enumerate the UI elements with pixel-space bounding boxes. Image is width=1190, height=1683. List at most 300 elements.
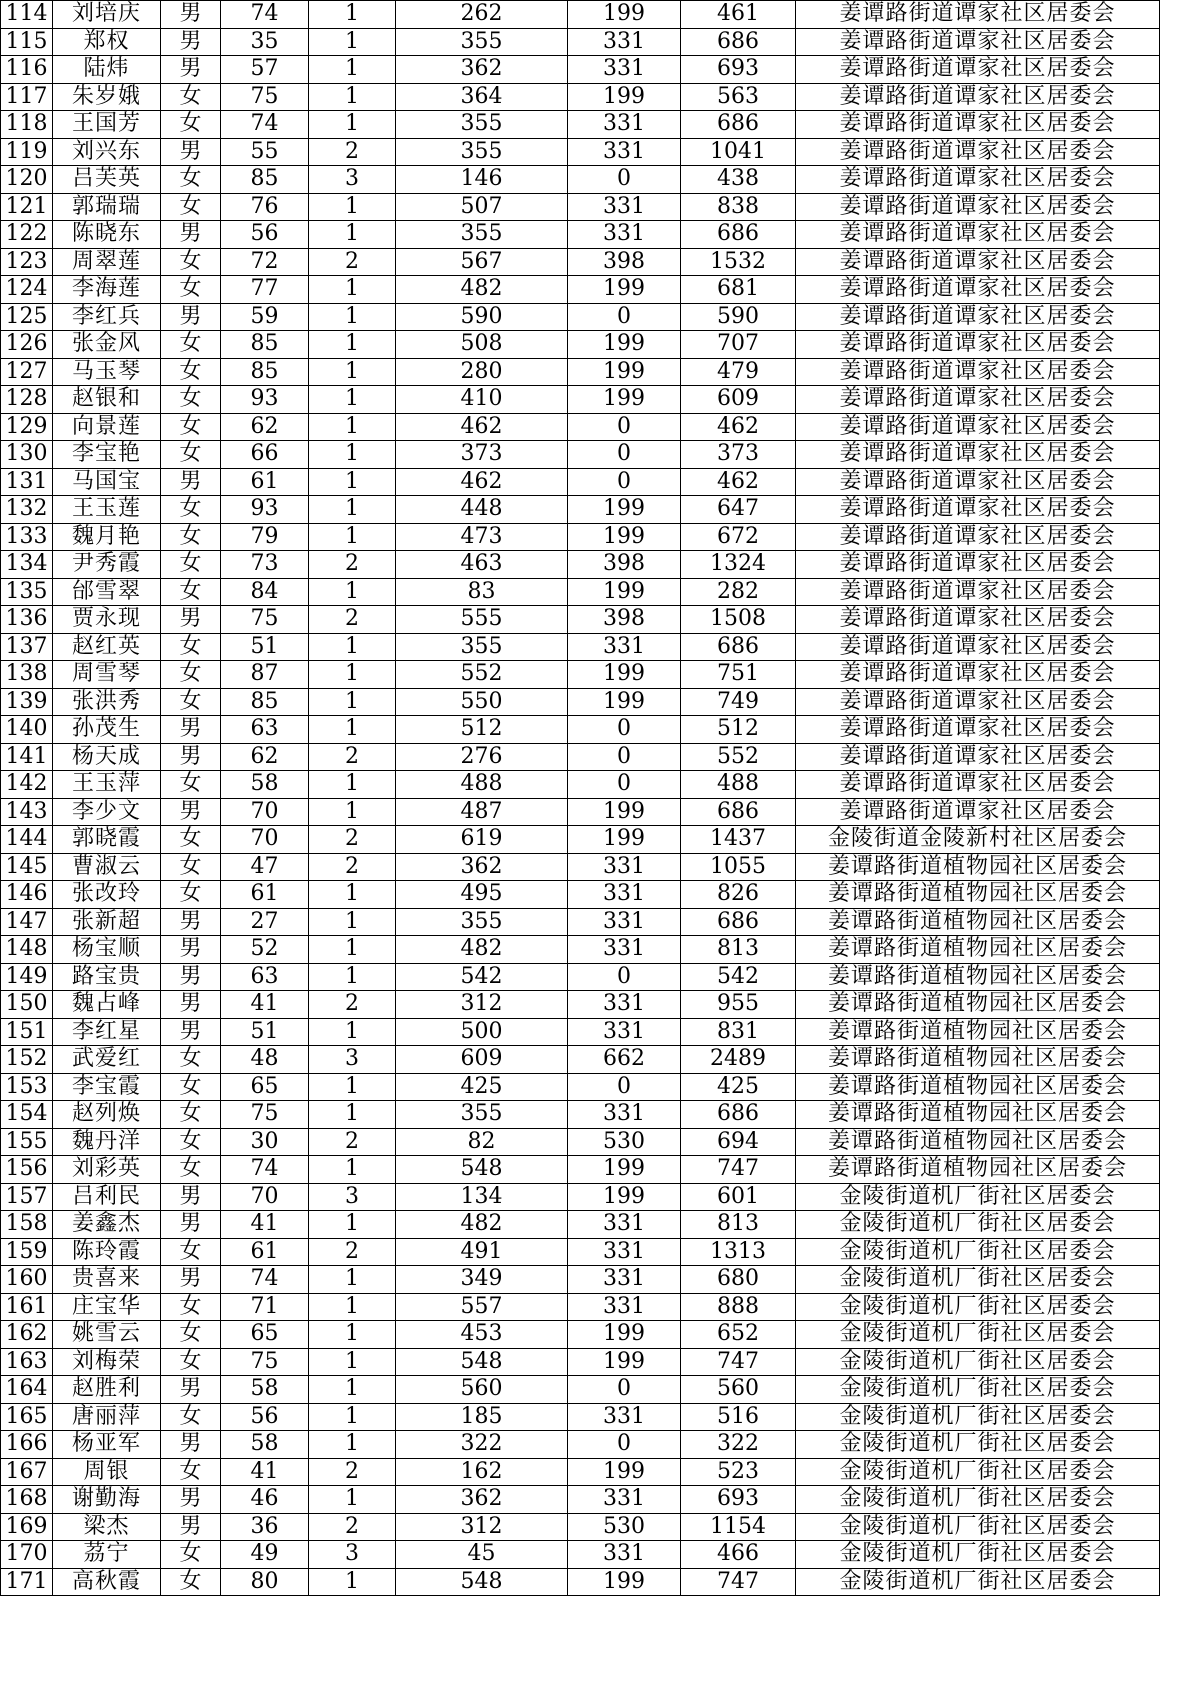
total-amount-cell: 686 bbox=[681, 111, 796, 139]
age-cell: 74 bbox=[221, 111, 309, 139]
amount-a-cell: 312 bbox=[396, 991, 568, 1019]
amount-b-cell: 199 bbox=[568, 1348, 681, 1376]
age-cell: 41 bbox=[221, 1211, 309, 1239]
amount-b-cell: 331 bbox=[568, 28, 681, 56]
amount-b-cell: 199 bbox=[568, 1568, 681, 1596]
community-cell: 姜谭路街道谭家社区居委会 bbox=[796, 138, 1160, 166]
table-row bbox=[1, 166, 1160, 194]
amount-b-cell: 331 bbox=[568, 853, 681, 881]
sex-cell: 女 bbox=[161, 1541, 221, 1569]
household-size-cell: 1 bbox=[309, 1568, 396, 1596]
household-size-cell: 1 bbox=[309, 111, 396, 139]
amount-b-cell: 199 bbox=[568, 1458, 681, 1486]
community-cell: 姜谭路街道谭家社区居委会 bbox=[796, 441, 1160, 469]
community-cell: 姜谭路街道谭家社区居委会 bbox=[796, 303, 1160, 331]
amount-a-cell: 45 bbox=[396, 1541, 568, 1569]
household-size-cell: 1 bbox=[309, 661, 396, 689]
household-size-cell: 1 bbox=[309, 386, 396, 414]
row-number-cell: 157 bbox=[1, 1183, 53, 1211]
age-cell: 51 bbox=[221, 1018, 309, 1046]
community-cell: 姜谭路街道谭家社区居委会 bbox=[796, 578, 1160, 606]
household-size-cell: 1 bbox=[309, 963, 396, 991]
age-cell: 48 bbox=[221, 1046, 309, 1074]
row-number-cell: 134 bbox=[1, 551, 53, 579]
household-size-cell: 2 bbox=[309, 1458, 396, 1486]
amount-b-cell: 331 bbox=[568, 1101, 681, 1129]
table-row bbox=[1, 111, 1160, 139]
household-size-cell: 2 bbox=[309, 551, 396, 579]
total-amount-cell: 652 bbox=[681, 1321, 796, 1349]
household-size-cell: 2 bbox=[309, 991, 396, 1019]
amount-a-cell: 482 bbox=[396, 1211, 568, 1239]
community-cell: 姜谭路街道谭家社区居委会 bbox=[796, 468, 1160, 496]
total-amount-cell: 461 bbox=[681, 1, 796, 29]
age-cell: 85 bbox=[221, 688, 309, 716]
name-cell: 李宝霞 bbox=[53, 1073, 161, 1101]
age-cell: 75 bbox=[221, 1348, 309, 1376]
age-cell: 62 bbox=[221, 413, 309, 441]
household-size-cell: 1 bbox=[309, 1486, 396, 1514]
name-cell: 唐丽萍 bbox=[53, 1403, 161, 1431]
row-number-cell: 159 bbox=[1, 1238, 53, 1266]
table-row bbox=[1, 826, 1160, 854]
table-row bbox=[1, 1128, 1160, 1156]
total-amount-cell: 462 bbox=[681, 413, 796, 441]
name-cell: 杨天成 bbox=[53, 743, 161, 771]
amount-a-cell: 500 bbox=[396, 1018, 568, 1046]
total-amount-cell: 831 bbox=[681, 1018, 796, 1046]
name-cell: 姚雪云 bbox=[53, 1321, 161, 1349]
amount-a-cell: 162 bbox=[396, 1458, 568, 1486]
amount-b-cell: 199 bbox=[568, 798, 681, 826]
row-number-cell: 160 bbox=[1, 1266, 53, 1294]
amount-a-cell: 362 bbox=[396, 1486, 568, 1514]
total-amount-cell: 590 bbox=[681, 303, 796, 331]
name-cell: 李宝艳 bbox=[53, 441, 161, 469]
row-number-cell: 144 bbox=[1, 826, 53, 854]
amount-a-cell: 410 bbox=[396, 386, 568, 414]
row-number-cell: 139 bbox=[1, 688, 53, 716]
name-cell: 周银 bbox=[53, 1458, 161, 1486]
name-cell: 李海莲 bbox=[53, 276, 161, 304]
household-size-cell: 1 bbox=[309, 358, 396, 386]
age-cell: 56 bbox=[221, 1403, 309, 1431]
amount-a-cell: 462 bbox=[396, 413, 568, 441]
community-cell: 金陵街道机厂街社区居委会 bbox=[796, 1266, 1160, 1294]
amount-a-cell: 322 bbox=[396, 1431, 568, 1459]
amount-b-cell: 0 bbox=[568, 468, 681, 496]
household-size-cell: 1 bbox=[309, 688, 396, 716]
household-size-cell: 1 bbox=[309, 1211, 396, 1239]
age-cell: 35 bbox=[221, 28, 309, 56]
table-row bbox=[1, 386, 1160, 414]
age-cell: 56 bbox=[221, 221, 309, 249]
table-row bbox=[1, 743, 1160, 771]
age-cell: 57 bbox=[221, 56, 309, 84]
row-number-cell: 145 bbox=[1, 853, 53, 881]
household-size-cell: 1 bbox=[309, 28, 396, 56]
household-size-cell: 1 bbox=[309, 633, 396, 661]
community-cell: 金陵街道机厂街社区居委会 bbox=[796, 1541, 1160, 1569]
community-cell: 金陵街道机厂街社区居委会 bbox=[796, 1486, 1160, 1514]
amount-b-cell: 199 bbox=[568, 688, 681, 716]
total-amount-cell: 1313 bbox=[681, 1238, 796, 1266]
amount-a-cell: 355 bbox=[396, 138, 568, 166]
household-size-cell: 2 bbox=[309, 826, 396, 854]
sex-cell: 女 bbox=[161, 166, 221, 194]
row-number-cell: 170 bbox=[1, 1541, 53, 1569]
row-number-cell: 140 bbox=[1, 716, 53, 744]
household-size-cell: 2 bbox=[309, 248, 396, 276]
sex-cell: 男 bbox=[161, 138, 221, 166]
amount-b-cell: 530 bbox=[568, 1513, 681, 1541]
sex-cell: 女 bbox=[161, 551, 221, 579]
household-size-cell: 1 bbox=[309, 441, 396, 469]
amount-b-cell: 199 bbox=[568, 496, 681, 524]
community-cell: 姜谭路街道谭家社区居委会 bbox=[796, 193, 1160, 221]
age-cell: 85 bbox=[221, 358, 309, 386]
age-cell: 75 bbox=[221, 1101, 309, 1129]
amount-a-cell: 560 bbox=[396, 1376, 568, 1404]
row-number-cell: 166 bbox=[1, 1431, 53, 1459]
sex-cell: 女 bbox=[161, 1348, 221, 1376]
row-number-cell: 124 bbox=[1, 276, 53, 304]
total-amount-cell: 1437 bbox=[681, 826, 796, 854]
amount-a-cell: 548 bbox=[396, 1156, 568, 1184]
household-size-cell: 1 bbox=[309, 1, 396, 29]
name-cell: 邰雪翠 bbox=[53, 578, 161, 606]
total-amount-cell: 488 bbox=[681, 771, 796, 799]
community-cell: 姜谭路街道谭家社区居委会 bbox=[796, 771, 1160, 799]
community-cell: 姜谭路街道谭家社区居委会 bbox=[796, 83, 1160, 111]
community-cell: 姜谭路街道植物园社区居委会 bbox=[796, 1073, 1160, 1101]
row-number-cell: 167 bbox=[1, 1458, 53, 1486]
row-number-cell: 121 bbox=[1, 193, 53, 221]
household-size-cell: 1 bbox=[309, 496, 396, 524]
amount-a-cell: 82 bbox=[396, 1128, 568, 1156]
amount-b-cell: 199 bbox=[568, 1, 681, 29]
community-cell: 姜谭路街道植物园社区居委会 bbox=[796, 936, 1160, 964]
total-amount-cell: 747 bbox=[681, 1568, 796, 1596]
community-cell: 姜谭路街道谭家社区居委会 bbox=[796, 276, 1160, 304]
age-cell: 61 bbox=[221, 1238, 309, 1266]
household-size-cell: 1 bbox=[309, 56, 396, 84]
row-number-cell: 125 bbox=[1, 303, 53, 331]
household-size-cell: 1 bbox=[309, 1073, 396, 1101]
amount-b-cell: 331 bbox=[568, 881, 681, 909]
row-number-cell: 155 bbox=[1, 1128, 53, 1156]
community-cell: 金陵街道机厂街社区居委会 bbox=[796, 1513, 1160, 1541]
amount-b-cell: 331 bbox=[568, 633, 681, 661]
name-cell: 郭晓霞 bbox=[53, 826, 161, 854]
community-cell: 姜谭路街道谭家社区居委会 bbox=[796, 331, 1160, 359]
household-size-cell: 1 bbox=[309, 468, 396, 496]
community-cell: 姜谭路街道谭家社区居委会 bbox=[796, 688, 1160, 716]
total-amount-cell: 680 bbox=[681, 1266, 796, 1294]
total-amount-cell: 516 bbox=[681, 1403, 796, 1431]
total-amount-cell: 826 bbox=[681, 881, 796, 909]
amount-a-cell: 508 bbox=[396, 331, 568, 359]
amount-b-cell: 331 bbox=[568, 56, 681, 84]
amount-b-cell: 199 bbox=[568, 358, 681, 386]
row-number-cell: 120 bbox=[1, 166, 53, 194]
total-amount-cell: 609 bbox=[681, 386, 796, 414]
community-cell: 姜谭路街道植物园社区居委会 bbox=[796, 991, 1160, 1019]
name-cell: 马国宝 bbox=[53, 468, 161, 496]
amount-a-cell: 146 bbox=[396, 166, 568, 194]
household-size-cell: 1 bbox=[309, 771, 396, 799]
name-cell: 刘培庆 bbox=[53, 1, 161, 29]
name-cell: 刘梅荣 bbox=[53, 1348, 161, 1376]
total-amount-cell: 838 bbox=[681, 193, 796, 221]
household-size-cell: 1 bbox=[309, 331, 396, 359]
sex-cell: 男 bbox=[161, 303, 221, 331]
total-amount-cell: 686 bbox=[681, 633, 796, 661]
name-cell: 张新超 bbox=[53, 908, 161, 936]
row-number-cell: 135 bbox=[1, 578, 53, 606]
sex-cell: 男 bbox=[161, 908, 221, 936]
row-number-cell: 147 bbox=[1, 908, 53, 936]
sex-cell: 女 bbox=[161, 881, 221, 909]
community-cell: 姜谭路街道植物园社区居委会 bbox=[796, 853, 1160, 881]
amount-a-cell: 349 bbox=[396, 1266, 568, 1294]
household-size-cell: 1 bbox=[309, 1156, 396, 1184]
household-size-cell: 2 bbox=[309, 1128, 396, 1156]
amount-a-cell: 550 bbox=[396, 688, 568, 716]
table-row bbox=[1, 1321, 1160, 1349]
amount-b-cell: 199 bbox=[568, 386, 681, 414]
amount-b-cell: 0 bbox=[568, 441, 681, 469]
sex-cell: 女 bbox=[161, 83, 221, 111]
table-body bbox=[1, 1, 1160, 1596]
amount-a-cell: 134 bbox=[396, 1183, 568, 1211]
community-cell: 姜谭路街道谭家社区居委会 bbox=[796, 551, 1160, 579]
sex-cell: 女 bbox=[161, 1101, 221, 1129]
name-cell: 贵喜来 bbox=[53, 1266, 161, 1294]
community-cell: 姜谭路街道植物园社区居委会 bbox=[796, 1101, 1160, 1129]
table-row bbox=[1, 331, 1160, 359]
amount-a-cell: 609 bbox=[396, 1046, 568, 1074]
age-cell: 71 bbox=[221, 1293, 309, 1321]
amount-b-cell: 0 bbox=[568, 1376, 681, 1404]
age-cell: 36 bbox=[221, 1513, 309, 1541]
amount-b-cell: 331 bbox=[568, 1293, 681, 1321]
sex-cell: 女 bbox=[161, 1403, 221, 1431]
community-cell: 金陵街道机厂街社区居委会 bbox=[796, 1348, 1160, 1376]
age-cell: 72 bbox=[221, 248, 309, 276]
sex-cell: 男 bbox=[161, 468, 221, 496]
table-row bbox=[1, 358, 1160, 386]
total-amount-cell: 693 bbox=[681, 1486, 796, 1514]
household-size-cell: 1 bbox=[309, 221, 396, 249]
total-amount-cell: 512 bbox=[681, 716, 796, 744]
amount-a-cell: 355 bbox=[396, 1101, 568, 1129]
age-cell: 59 bbox=[221, 303, 309, 331]
community-cell: 姜谭路街道谭家社区居委会 bbox=[796, 1, 1160, 29]
sex-cell: 男 bbox=[161, 743, 221, 771]
community-cell: 姜谭路街道谭家社区居委会 bbox=[796, 523, 1160, 551]
community-cell: 姜谭路街道谭家社区居委会 bbox=[796, 56, 1160, 84]
sex-cell: 女 bbox=[161, 1156, 221, 1184]
name-cell: 向景莲 bbox=[53, 413, 161, 441]
amount-a-cell: 373 bbox=[396, 441, 568, 469]
sex-cell: 女 bbox=[161, 688, 221, 716]
sex-cell: 男 bbox=[161, 221, 221, 249]
amount-a-cell: 364 bbox=[396, 83, 568, 111]
total-amount-cell: 813 bbox=[681, 936, 796, 964]
row-number-cell: 128 bbox=[1, 386, 53, 414]
sex-cell: 女 bbox=[161, 578, 221, 606]
household-size-cell: 1 bbox=[309, 83, 396, 111]
amount-a-cell: 619 bbox=[396, 826, 568, 854]
table-row bbox=[1, 1458, 1160, 1486]
household-size-cell: 1 bbox=[309, 1431, 396, 1459]
household-size-cell: 1 bbox=[309, 1018, 396, 1046]
amount-a-cell: 473 bbox=[396, 523, 568, 551]
total-amount-cell: 751 bbox=[681, 661, 796, 689]
sex-cell: 女 bbox=[161, 496, 221, 524]
total-amount-cell: 888 bbox=[681, 1293, 796, 1321]
sex-cell: 男 bbox=[161, 1266, 221, 1294]
amount-b-cell: 331 bbox=[568, 221, 681, 249]
amount-a-cell: 542 bbox=[396, 963, 568, 991]
table-row bbox=[1, 1156, 1160, 1184]
community-cell: 姜谭路街道谭家社区居委会 bbox=[796, 633, 1160, 661]
community-cell: 姜谭路街道谭家社区居委会 bbox=[796, 661, 1160, 689]
sex-cell: 女 bbox=[161, 248, 221, 276]
total-amount-cell: 747 bbox=[681, 1348, 796, 1376]
amount-a-cell: 482 bbox=[396, 936, 568, 964]
amount-b-cell: 331 bbox=[568, 1266, 681, 1294]
household-size-cell: 1 bbox=[309, 276, 396, 304]
sex-cell: 男 bbox=[161, 963, 221, 991]
row-number-cell: 152 bbox=[1, 1046, 53, 1074]
row-number-cell: 162 bbox=[1, 1321, 53, 1349]
total-amount-cell: 523 bbox=[681, 1458, 796, 1486]
row-number-cell: 164 bbox=[1, 1376, 53, 1404]
age-cell: 46 bbox=[221, 1486, 309, 1514]
community-cell: 金陵街道机厂街社区居委会 bbox=[796, 1568, 1160, 1596]
table-row bbox=[1, 303, 1160, 331]
age-cell: 66 bbox=[221, 441, 309, 469]
table-row bbox=[1, 1513, 1160, 1541]
row-number-cell: 114 bbox=[1, 1, 53, 29]
household-size-cell: 1 bbox=[309, 716, 396, 744]
total-amount-cell: 686 bbox=[681, 908, 796, 936]
row-number-cell: 163 bbox=[1, 1348, 53, 1376]
age-cell: 73 bbox=[221, 551, 309, 579]
total-amount-cell: 1532 bbox=[681, 248, 796, 276]
name-cell: 吕芙英 bbox=[53, 166, 161, 194]
sex-cell: 男 bbox=[161, 1018, 221, 1046]
name-cell: 赵银和 bbox=[53, 386, 161, 414]
table-row bbox=[1, 1293, 1160, 1321]
amount-b-cell: 331 bbox=[568, 111, 681, 139]
name-cell: 路宝贵 bbox=[53, 963, 161, 991]
amount-a-cell: 362 bbox=[396, 56, 568, 84]
total-amount-cell: 955 bbox=[681, 991, 796, 1019]
amount-a-cell: 83 bbox=[396, 578, 568, 606]
age-cell: 80 bbox=[221, 1568, 309, 1596]
row-number-cell: 116 bbox=[1, 56, 53, 84]
amount-b-cell: 0 bbox=[568, 413, 681, 441]
total-amount-cell: 647 bbox=[681, 496, 796, 524]
amount-b-cell: 331 bbox=[568, 936, 681, 964]
amount-a-cell: 462 bbox=[396, 468, 568, 496]
amount-b-cell: 199 bbox=[568, 523, 681, 551]
row-number-cell: 146 bbox=[1, 881, 53, 909]
amount-a-cell: 312 bbox=[396, 1513, 568, 1541]
sex-cell: 女 bbox=[161, 441, 221, 469]
amount-b-cell: 0 bbox=[568, 771, 681, 799]
total-amount-cell: 707 bbox=[681, 331, 796, 359]
amount-b-cell: 331 bbox=[568, 991, 681, 1019]
name-cell: 周翠莲 bbox=[53, 248, 161, 276]
household-size-cell: 1 bbox=[309, 1376, 396, 1404]
table-row bbox=[1, 1486, 1160, 1514]
amount-b-cell: 331 bbox=[568, 1541, 681, 1569]
name-cell: 孙茂生 bbox=[53, 716, 161, 744]
sex-cell: 男 bbox=[161, 56, 221, 84]
table-row bbox=[1, 936, 1160, 964]
amount-a-cell: 453 bbox=[396, 1321, 568, 1349]
name-cell: 杨宝顺 bbox=[53, 936, 161, 964]
row-number-cell: 123 bbox=[1, 248, 53, 276]
community-cell: 姜谭路街道谭家社区居委会 bbox=[796, 248, 1160, 276]
table-row bbox=[1, 551, 1160, 579]
amount-a-cell: 557 bbox=[396, 1293, 568, 1321]
table-row bbox=[1, 908, 1160, 936]
sex-cell: 男 bbox=[161, 798, 221, 826]
sex-cell: 男 bbox=[161, 1486, 221, 1514]
name-cell: 姜鑫杰 bbox=[53, 1211, 161, 1239]
amount-b-cell: 199 bbox=[568, 578, 681, 606]
age-cell: 75 bbox=[221, 83, 309, 111]
household-size-cell: 1 bbox=[309, 1348, 396, 1376]
row-number-cell: 137 bbox=[1, 633, 53, 661]
sex-cell: 女 bbox=[161, 111, 221, 139]
age-cell: 62 bbox=[221, 743, 309, 771]
name-cell: 茘宁 bbox=[53, 1541, 161, 1569]
sex-cell: 男 bbox=[161, 991, 221, 1019]
amount-a-cell: 495 bbox=[396, 881, 568, 909]
amount-b-cell: 331 bbox=[568, 1403, 681, 1431]
age-cell: 52 bbox=[221, 936, 309, 964]
table-row bbox=[1, 633, 1160, 661]
amount-b-cell: 662 bbox=[568, 1046, 681, 1074]
household-size-cell: 1 bbox=[309, 1266, 396, 1294]
table-row bbox=[1, 468, 1160, 496]
sex-cell: 女 bbox=[161, 826, 221, 854]
amount-b-cell: 398 bbox=[568, 551, 681, 579]
table-row bbox=[1, 1, 1160, 29]
age-cell: 85 bbox=[221, 166, 309, 194]
household-size-cell: 1 bbox=[309, 1101, 396, 1129]
amount-a-cell: 487 bbox=[396, 798, 568, 826]
sex-cell: 女 bbox=[161, 193, 221, 221]
amount-a-cell: 491 bbox=[396, 1238, 568, 1266]
community-cell: 金陵街道机厂街社区居委会 bbox=[796, 1321, 1160, 1349]
name-cell: 梁杰 bbox=[53, 1513, 161, 1541]
table-row bbox=[1, 578, 1160, 606]
total-amount-cell: 1055 bbox=[681, 853, 796, 881]
sex-cell: 男 bbox=[161, 28, 221, 56]
age-cell: 55 bbox=[221, 138, 309, 166]
row-number-cell: 165 bbox=[1, 1403, 53, 1431]
row-number-cell: 132 bbox=[1, 496, 53, 524]
total-amount-cell: 462 bbox=[681, 468, 796, 496]
age-cell: 65 bbox=[221, 1321, 309, 1349]
